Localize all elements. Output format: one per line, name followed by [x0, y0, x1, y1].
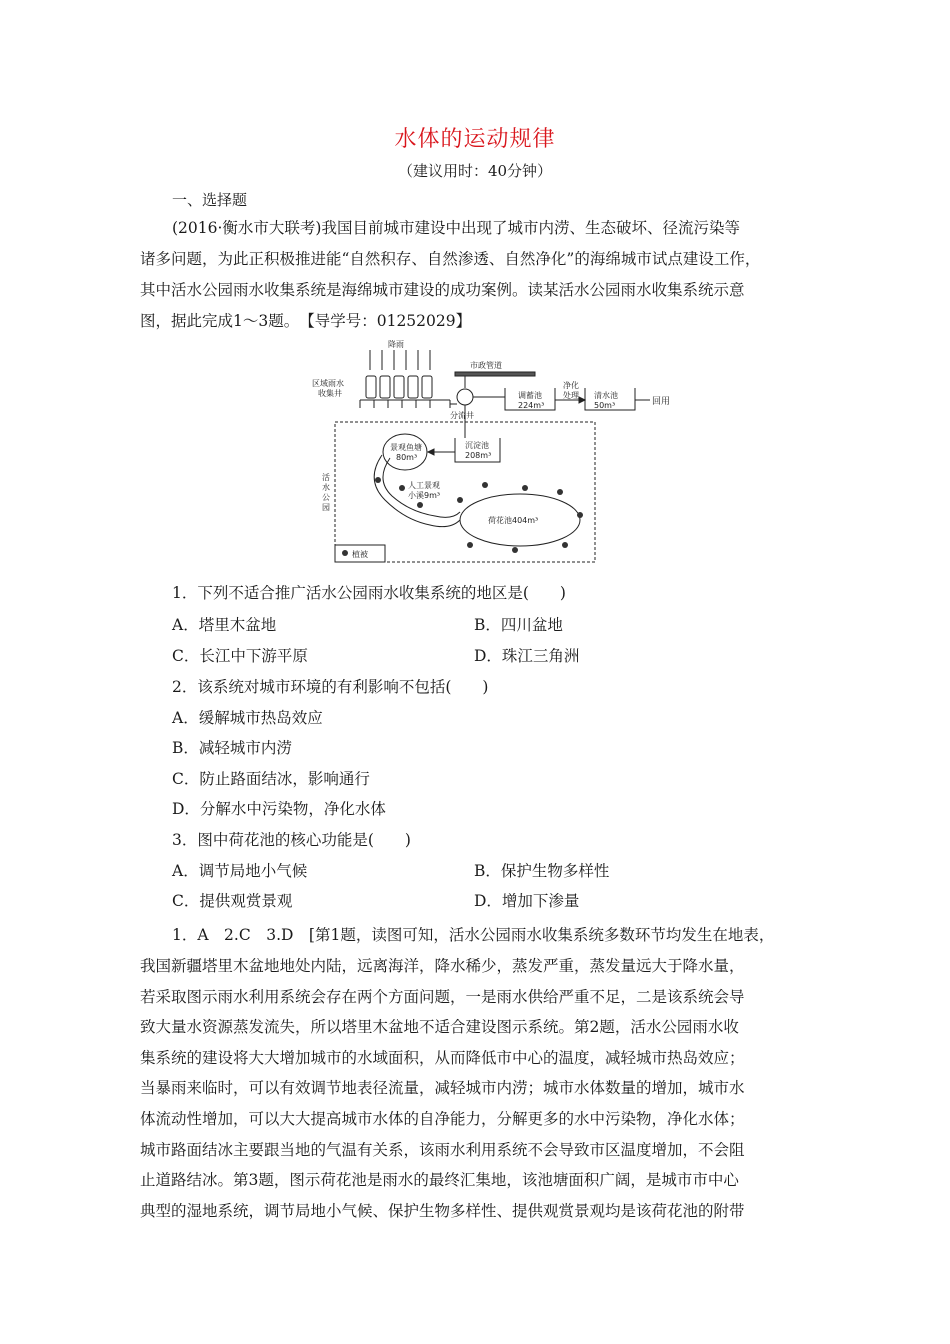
- question-1-option-b: B．四川盆地: [474, 616, 563, 634]
- intro-line: 图，据此完成1～3题。 【导学号：01252029】: [140, 312, 472, 330]
- question-2-option-d: D．分解水中污染物，净化水体: [172, 800, 386, 818]
- question-3-stem: 3．图中荷花池的核心功能是( ): [172, 831, 411, 849]
- vegetation: [342, 477, 583, 556]
- regulate-label-1: 调蓄池: [518, 391, 542, 400]
- intro-line: (2016·衡水市大联考)我国目前城市建设中出现了城市内涝、生态破坏、径流污染等: [172, 219, 740, 237]
- purify-label-1: 净化: [563, 381, 579, 390]
- fish-pond: [383, 434, 427, 470]
- answer-line: 城市路面结冰主要跟当地的气温有关系，该雨水利用系统不会导致市区温度增加，不会阻: [140, 1141, 745, 1159]
- answer-line: 若采取图示雨水利用系统会存在两个方面问题，一是雨水供给严重不足，二是该系统会导: [140, 988, 745, 1006]
- reuse-label: 回用: [652, 397, 671, 407]
- answer-line: 我国新疆塔里木盆地地处内陆，远离海洋，降水稀少，蒸发严重，蒸发量远大于降水量，: [140, 957, 745, 975]
- answer-line: 当暴雨来临时，可以有效调节地表径流量，减轻城市内涝；城市水体数量的增加，城市水: [140, 1079, 745, 1097]
- answer-line: 1．A 2.C 3.D [第1题，读图可知，活水公园雨水收集系统多数环节均发生在地表，: [172, 926, 775, 944]
- intro-line: 其中活水公园雨水收集系统是海绵城市建设的成功案例。读某活水公园雨水收集系统示意: [140, 281, 745, 299]
- stream-label-2: 小溪9m³: [408, 491, 441, 500]
- collection-wells: [360, 376, 450, 408]
- question-1-option-a: A．塔里木盆地: [172, 616, 277, 634]
- settle-label-1: 沉淀池: [465, 441, 489, 450]
- clear-label-2: 50m³: [594, 401, 616, 410]
- settle-label-2: 208m³: [465, 451, 492, 460]
- municipal-label: 市政管道: [470, 361, 502, 370]
- question-3-option-b: B．保护生物多样性: [474, 862, 610, 880]
- question-2-option-b: B．减轻城市内涝: [172, 739, 292, 757]
- fishpond-label-1: 景观鱼塘: [390, 443, 422, 452]
- park-label-4: 园: [322, 503, 330, 512]
- question-1-option-d: D．珠江三角洲: [474, 647, 580, 665]
- park-label-1: 活: [322, 473, 330, 482]
- question-3-option-d: D．增加下渗量: [474, 892, 580, 910]
- municipal-pipe: [455, 372, 535, 376]
- intro-line: 诸多问题，为此正积极推进能“自然积存、自然渗透、自然净化”的海绵城市试点建设工作，: [140, 250, 761, 268]
- page-title: 水体的运动规律: [394, 127, 556, 152]
- answer-line: 集系统的建设将大大增加城市的水域面积，从而降低市中心的温度，减轻城市热岛效应；: [140, 1049, 745, 1067]
- question-3-option-c: C．提供观赏景观: [172, 892, 293, 910]
- collect-well-label-1: 区域雨水: [312, 379, 344, 388]
- stream-label-1: 人工景观: [408, 481, 440, 490]
- suggested-time: （建议用时：40分钟）: [397, 162, 553, 180]
- answer-line: 典型的湿地系统，调节局地小气候、保护生物多样性、提供观赏景观均是该荷花池的附带: [140, 1202, 745, 1220]
- question-2-option-c: C．防止路面结冰，影响通行: [172, 770, 370, 788]
- fishpond-label-2: 80m³: [396, 453, 418, 462]
- answer-line: 致大量水资源蒸发流失，所以塔里木盆地不适合建设图示系统。第2题，活水公园雨水收: [140, 1018, 739, 1036]
- question-1-stem: 1．下列不适合推广活水公园雨水收集系统的地区是( ): [172, 584, 566, 602]
- question-1-option-c: C．长江中下游平原: [172, 647, 308, 665]
- rain-arrows: [370, 350, 430, 370]
- question-2-stem: 2．该系统对城市环境的有利影响不包括( ): [172, 678, 489, 696]
- question-2-option-a: A．缓解城市热岛效应: [172, 709, 323, 727]
- lotus-label: 荷花池404m³: [488, 516, 539, 525]
- split-well: [457, 389, 473, 405]
- clear-label-1: 清水池: [594, 391, 618, 400]
- rain-label: 降雨: [388, 340, 404, 349]
- question-3-option-a: A．调节局地小气候: [172, 862, 308, 880]
- collect-well-label-2: 收集井: [318, 389, 342, 398]
- answer-line: 体流动性增加，可以大大提高城市水体的自净能力，分解更多的水中污染物，净化水体；: [140, 1110, 745, 1128]
- split-well-label: 分流井: [450, 411, 474, 420]
- section-heading: 一、选择题: [172, 191, 248, 209]
- answer-line: 止道路结冰。第3题，图示荷花池是雨水的最终汇集地，该池塘面积广阔，是城市市中心: [140, 1171, 739, 1189]
- park-label-2: 水: [322, 483, 330, 492]
- park-label-3: 公: [322, 493, 330, 502]
- regulate-label-2: 224m³: [518, 401, 545, 410]
- legend-label: 植被: [352, 550, 368, 559]
- purify-label-2: 处理: [563, 391, 579, 400]
- rainwater-system-diagram: [310, 340, 618, 568]
